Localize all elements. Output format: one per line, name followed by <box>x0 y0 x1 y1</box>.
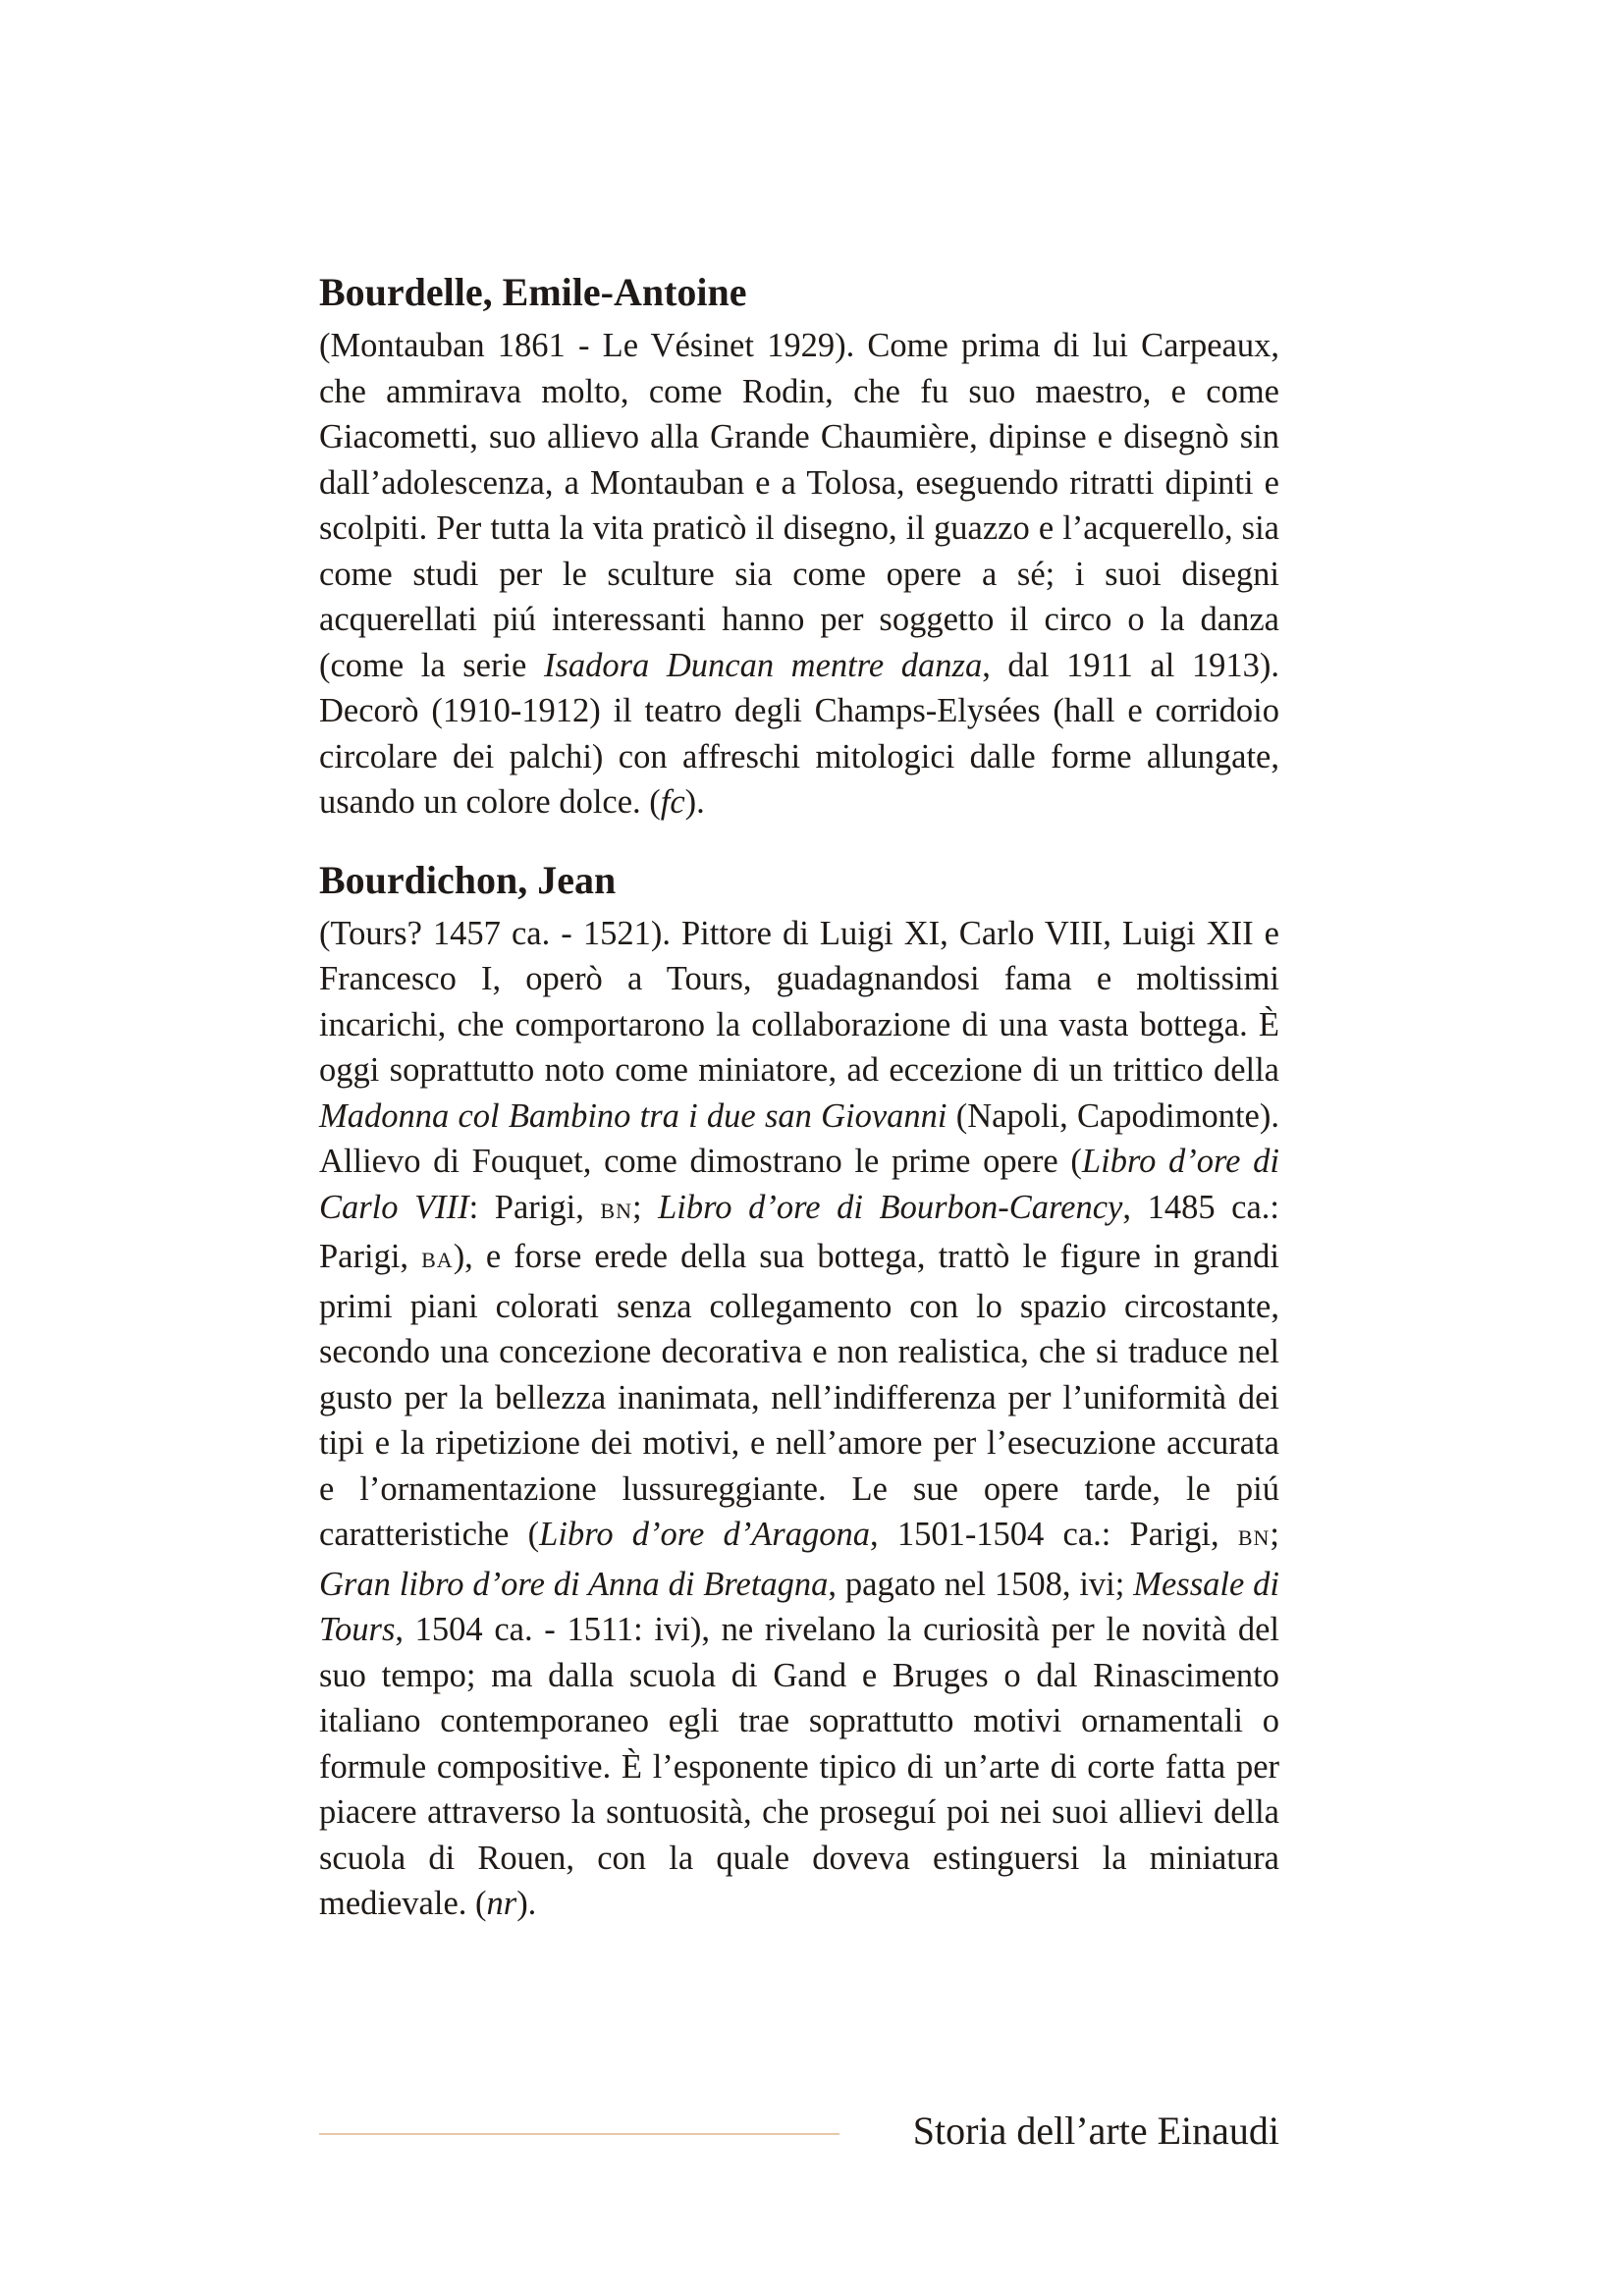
page-content <box>319 267 1279 1927</box>
entry-bourdichon <box>319 855 1279 1927</box>
body-text: , 1501-1504 ca.: Parigi, <box>869 1516 1238 1553</box>
italic-text: Messale di Tours <box>319 1565 1280 1648</box>
body-text: , 1504 ca. - 1511: ivi), ne rivelano la curiosità per le novità del suo tempo; ma dalla scuola di Gand e Bruges o dal Rinascimento italiano contemporaneo egli trae soprattutto motivi ornamentali o formule compositive. È l’esponente tipico di un’arte di corte fatta per piacere attraverso la sontuosità, che proseguí poi nei suoi allievi della scuola di Rouen, con la quale doveva estinguersi la miniatura medievale. ( <box>319 1611 1279 1922</box>
body-text: (Napoli, Capodimonte). Allievo di Fouquet, come dimostrano le prime opere ( <box>319 1096 1279 1180</box>
body-text: ). <box>684 783 705 821</box>
body-text: ), e forse erede della sua bottega, trattò le figure in grandi primi piani colorati senza collegamento con lo spazio circostante, secondo una concezione decorativa e non realistica, che si traduce nel gusto per la bellezza inanimata, nell’indifferenza per l’uniformità dei tipi e la ripetizione dei motivi, e nell’amore per l’esecuzione accurata e l’ornamentazione lussureggiante. Le sue opere tarde, le piú caratteristiche ( <box>319 1238 1279 1553</box>
footer-rule <box>319 2133 839 2135</box>
entry-title: Bourdelle, Emile-Antoine <box>319 270 747 314</box>
italic-text: Madonna col Bambino tra i due san Giovanni <box>319 1096 947 1135</box>
abbreviation-text: BN <box>600 1198 632 1223</box>
body-text: : Parigi, <box>468 1188 601 1226</box>
footer-publisher-text: Storia dell’arte Einaudi <box>912 2109 1279 2153</box>
body-text: ). <box>516 1885 537 1922</box>
body-text: (Tours? 1457 ca. - 1521). Pittore di Luigi XI, Carlo VIII, Luigi XII e Francesco I, operò a Tours, guadagnandosi fama e moltissimi incarichi, che comportarono la collaborazione di una vasta bottega. È oggi soprattutto noto come miniatore, ad eccezione di un trittico della <box>319 914 1279 1089</box>
entry-body <box>319 323 1279 826</box>
abbreviation-text: BN <box>1237 1525 1271 1550</box>
body-text: (Montauban 1861 - Le Vésinet 1929). Come prima di lui Carpeaux, che ammirava molto, come Rodin, che fu suo maestro, e come Giacometti, suo allievo alla Grande Chaumière, dipinse e disegnò sin dall’adolescenza, a Montauban e a Tolosa, eseguendo ritratti dipinti e scolpiti. Per tutta la vita praticò il disegno, il guazzo e l’acquerello, sia come studi per le sculture sia come opere a sé; i suoi disegni acquerellati piú interessanti hanno per soggetto il circo o la danza (come la serie <box>319 327 1279 684</box>
abbreviation-text: BA <box>421 1248 454 1272</box>
entry-title: Bourdichon, Jean <box>319 857 617 902</box>
italic-text: Libro d’ore di Bourbon-Carency <box>658 1188 1123 1226</box>
entry-bourdelle <box>319 267 1279 826</box>
page-footer <box>319 2106 1279 2164</box>
italic-text: nr <box>486 1885 517 1922</box>
body-text: ; <box>631 1188 659 1226</box>
body-text: ; <box>1270 1516 1279 1553</box>
italic-text: Gran libro d’ore di Anna di Bretagna <box>319 1565 829 1603</box>
italic-text: Libro d’ore di Carlo VIII <box>319 1143 1279 1226</box>
body-text: , dal 1911 al 1913). Decorò (1910-1912) il teatro degli Champs-Elysées (hall e corridoio circolare dei palchi) con affreschi mitologici dalle forme allungate, usando un colore dolce. ( <box>319 646 1280 821</box>
body-text: , 1485 ca.: Parigi, <box>319 1188 1279 1275</box>
italic-text: fc <box>660 783 685 821</box>
body-text: , pagato nel 1508, ivi; <box>828 1565 1134 1603</box>
italic-text: Libro d’ore d’Aragona <box>539 1516 870 1553</box>
entry-body <box>319 911 1279 1927</box>
italic-text: Isadora Duncan mentre danza <box>543 646 983 684</box>
